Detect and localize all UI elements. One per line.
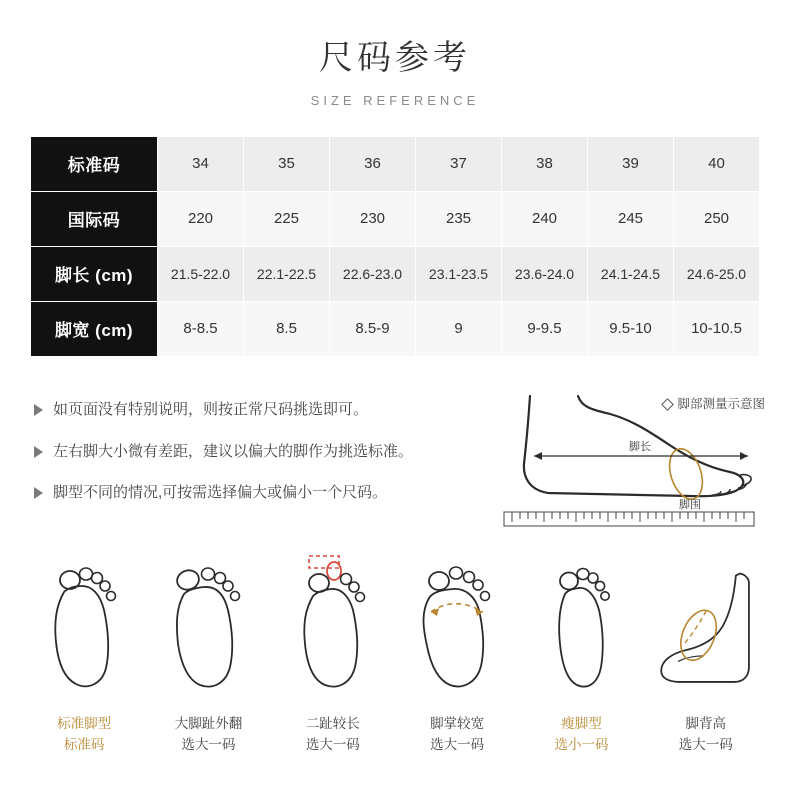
row-header-foot-length: 脚长 (cm)	[31, 246, 158, 301]
foot-illustration	[28, 540, 140, 700]
caption-line-2: 选大一码	[305, 736, 360, 752]
caption-line-1: 二趾较长	[305, 716, 360, 731]
table-cell: 9-9.5	[502, 301, 588, 356]
table-cell: 9	[416, 301, 502, 356]
row-header-international-size: 国际码	[31, 191, 158, 246]
standard-foot-icon	[34, 550, 134, 700]
foot-illustration	[152, 540, 264, 700]
size-table-container	[30, 136, 760, 357]
foot-type-bunion	[152, 540, 264, 756]
long-second-toe-foot-icon	[283, 550, 383, 700]
table-cell: 24.1-24.5	[588, 246, 674, 301]
table-cell: 8.5	[244, 301, 330, 356]
table-cell: 35	[244, 136, 330, 191]
caption-line-2: 选大一码	[181, 736, 236, 752]
foot-type-long-second-toe	[277, 540, 389, 756]
diagram-title	[663, 394, 765, 412]
foot-measurement-diagram	[490, 386, 765, 536]
table-cell: 22.1-22.5	[244, 246, 330, 301]
foot-illustration	[650, 540, 762, 700]
caption-line-2: 选大一码	[678, 736, 733, 752]
bunion-foot-icon	[158, 550, 258, 700]
caption-line-1: 瘦脚型	[561, 716, 602, 731]
high-instep-foot-icon	[650, 550, 762, 700]
foot-type-caption	[28, 714, 140, 756]
triangle-bullet-icon	[34, 446, 43, 458]
table-cell: 10-10.5	[674, 301, 760, 356]
page-title: 尺码参考	[319, 39, 471, 77]
foot-type-high-instep	[650, 540, 762, 756]
table-cell: 36	[330, 136, 416, 191]
triangle-bullet-icon	[34, 487, 43, 499]
table-cell: 245	[588, 191, 674, 246]
triangle-bullet-icon	[34, 404, 43, 416]
table-cell: 24.6-25.0	[674, 246, 760, 301]
foot-type-caption	[277, 714, 389, 756]
wide-sole-foot-icon	[407, 550, 507, 700]
caption-line-2: 标准码	[63, 736, 105, 752]
caption-line-1: 大脚趾外翻	[174, 716, 243, 731]
caption-line-1: 标准脚型	[57, 716, 112, 731]
table-cell: 37	[416, 136, 502, 191]
caption-line-1: 脚掌较宽	[430, 716, 485, 731]
table-row	[31, 246, 760, 301]
foot-type-caption	[525, 714, 637, 756]
foot-type-caption	[152, 714, 264, 756]
caption-line-2: 选小一码	[554, 736, 609, 752]
note-text: 如页面没有特别说明，则按正常尺码挑选即可。	[53, 401, 369, 418]
table-cell: 22.6-23.0	[330, 246, 416, 301]
table-cell: 8.5-9	[330, 301, 416, 356]
caption-line-1: 脚背高	[685, 716, 727, 731]
narrow-foot-icon	[531, 550, 631, 700]
table-cell: 39	[588, 136, 674, 191]
table-cell: 34	[158, 136, 244, 191]
foot-type-caption	[401, 714, 513, 756]
table-cell: 240	[502, 191, 588, 246]
list-item	[34, 400, 474, 420]
table-cell: 250	[674, 191, 760, 246]
table-cell: 235	[416, 191, 502, 246]
note-text: 左右脚大小微有差距，建议以偏大的脚作为挑选标准。	[53, 442, 414, 460]
foot-girth-label: 脚围	[679, 499, 701, 511]
table-cell: 40	[674, 136, 760, 191]
diagram-title-text: 脚部测量示意图	[677, 397, 765, 411]
table-cell: 21.5-22.0	[158, 246, 244, 301]
size-table	[30, 136, 760, 357]
list-item	[34, 483, 474, 503]
foot-illustration	[401, 540, 513, 700]
foot-type-caption	[650, 714, 762, 756]
caption-line-2: 选大一码	[430, 736, 485, 752]
row-header-foot-width: 脚宽 (cm)	[31, 301, 158, 356]
table-cell: 8-8.5	[158, 301, 244, 356]
table-cell: 23.1-23.5	[416, 246, 502, 301]
table-cell: 225	[244, 191, 330, 246]
table-row	[31, 301, 760, 356]
table-cell: 9.5-10	[588, 301, 674, 356]
table-row	[31, 191, 760, 246]
page-header	[0, 0, 790, 108]
foot-types-row	[0, 540, 790, 756]
table-cell: 38	[502, 136, 588, 191]
row-header-standard-size: 标准码	[31, 136, 158, 191]
table-cell: 23.6-24.0	[502, 246, 588, 301]
page-subtitle: SIZE REFERENCE	[310, 92, 480, 108]
list-item	[34, 442, 474, 462]
foot-type-narrow	[525, 540, 637, 756]
notes-list	[34, 400, 474, 525]
table-row	[31, 136, 760, 191]
foot-illustration	[277, 540, 389, 700]
foot-illustration	[525, 540, 637, 700]
foot-length-label: 脚长	[629, 441, 651, 453]
diamond-icon	[662, 398, 675, 411]
foot-type-standard	[28, 540, 140, 756]
table-cell: 230	[330, 191, 416, 246]
foot-type-wide-sole	[401, 540, 513, 756]
note-text: 脚型不同的情况,可按需选择偏大或偏小一个尺码。	[53, 484, 388, 501]
table-cell: 220	[158, 191, 244, 246]
